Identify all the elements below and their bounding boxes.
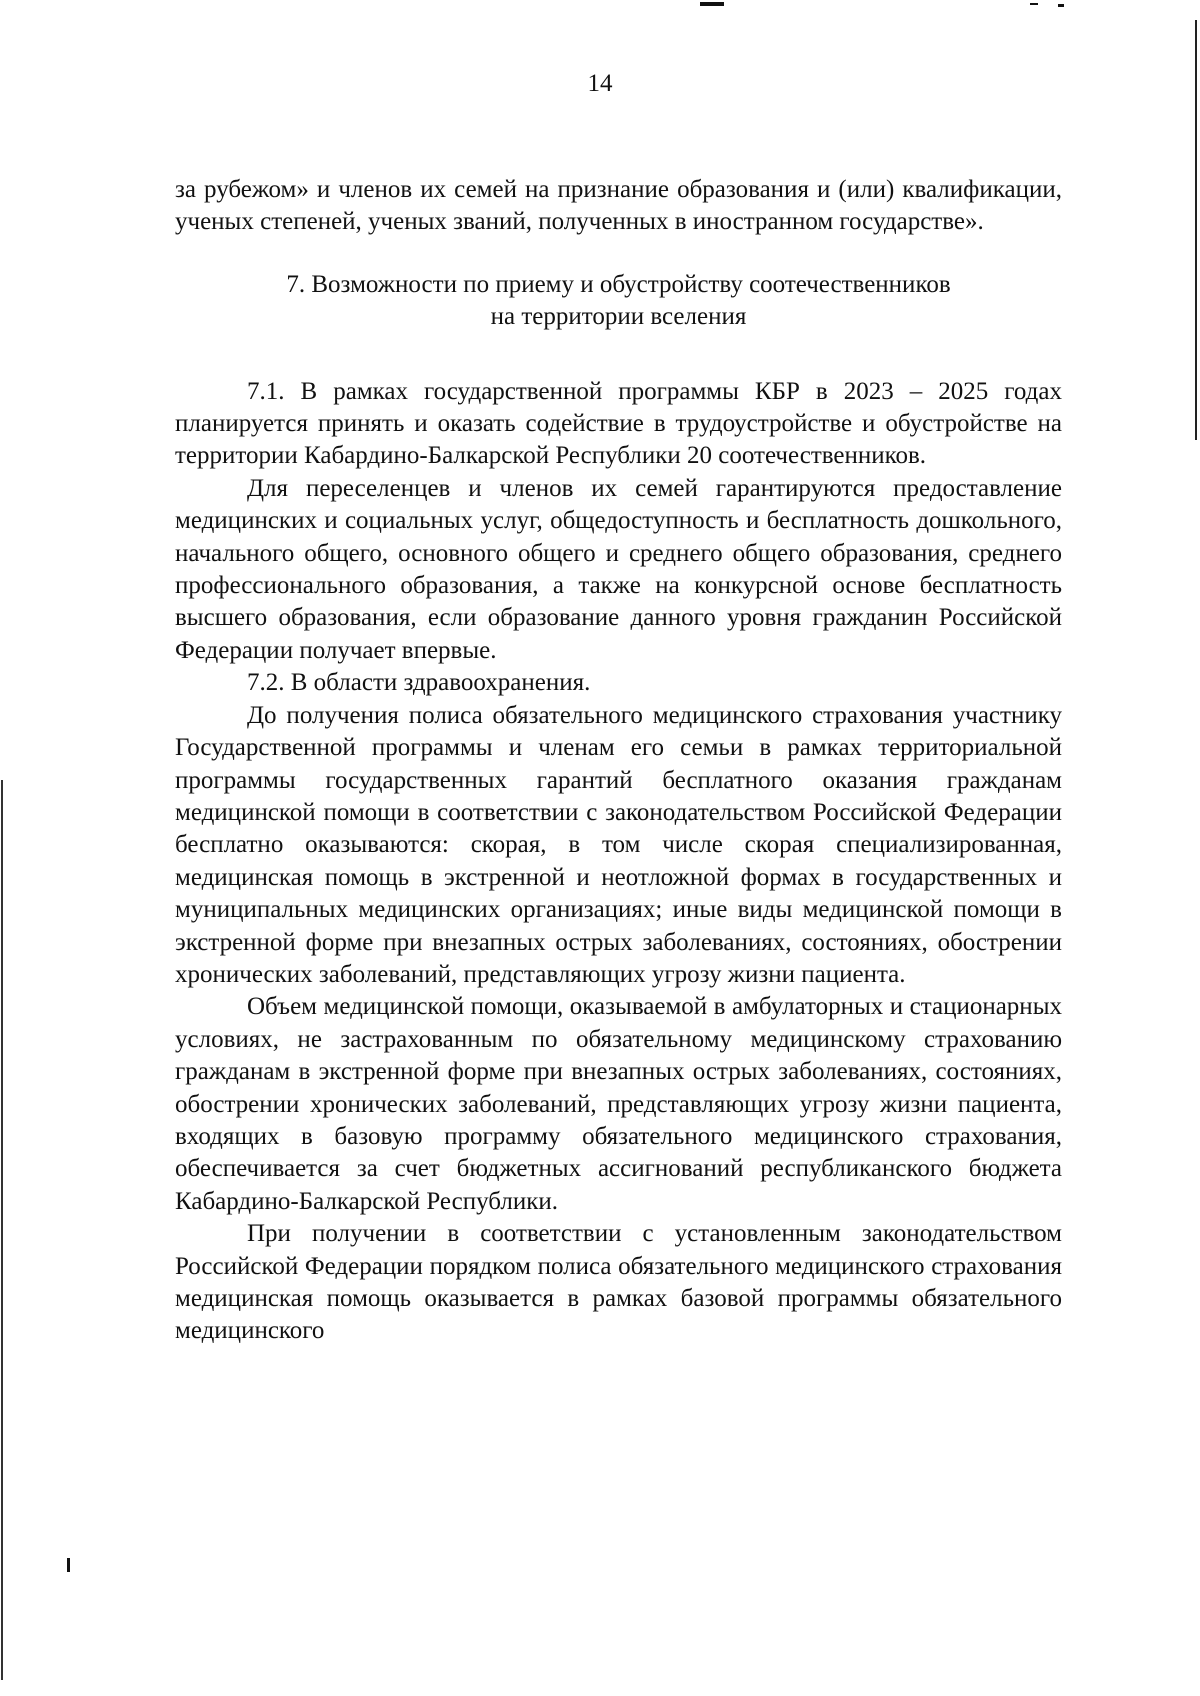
paragraph-7-1: 7.1. В рамках государственной программы КБР в 2023 – 2025 годах планируется принять и оказать содействие в трудоустройстве и обустройстве на территории Кабардино-Балкарской Республики 20 соотечественников. [175,377,1062,470]
scan-edge-line [1,780,3,1680]
scan-artifact [700,2,724,6]
scan-artifact [1030,3,1038,5]
continuation-paragraph: за рубежом» и членов их семей на признание образования и (или) квалификации, ученых степеней, ученых званий, полученных в иностранном государстве». [175,176,1062,236]
section-heading-line: 7. Возможности по приему и обустройству соотечественников [286,270,951,298]
paragraph-7-2-title: 7.2. В области здравоохранения. [247,669,591,697]
scan-artifact [1058,4,1064,7]
paragraph-resettlers-guarantees: Для переселенцев и членов их семей гарантируются предоставление медицинских и социальных услуг, общедоступность и бесплатность дошкольного, начального общего, основного общего и среднего общего образования, среднего профессионального образования, а также на конкурсной основе бесплатность высшего образования, если образование данного уровня гражданин Российской Федерации получает впервые. [175,474,1062,664]
paragraph-medical-volume: Объем медицинской помощи, оказываемой в амбулаторных и стационарных условиях, не застрахованным по обязательному медицинскому страхованию гражданам в экстренной форме при внезапных острых заболеваниях, состояниях, обострении хронических заболеваний, представляющих угрозу жизни пациента, входящих в базовую программу обязательного медицинского страхования, обеспечивается за счет бюджетных ассигнований республиканского бюджета Кабардино-Балкарской Республики. [175,993,1062,1215]
section-heading [175,269,1062,334]
section-heading-line: на территории вселения [490,303,747,331]
paragraph-before-policy: До получения полиса обязательного медицинского страхования участнику Государственной программы и членам его семьи в рамках территориальной программы государственных гарантий бесплатного оказания гражданам медицинской помощи в соответствии с законодательством Российской Федерации бесплатно оказываются: скорая, в том числе скорая специализированная, медицинская помощь в экстренной и неотложной формах в государственных и муниципальных медицинских организациях; иные виды медицинской помощи в экстренной форме при внезапных острых заболеваниях, состояниях, обострении хронических заболеваний, представляющих угрозу жизни пациента. [175,701,1062,988]
scan-artifact [67,1558,70,1572]
document-body [175,174,1062,1348]
page-number: 14 [587,70,613,97]
paragraph-after-policy: При получении в соответствии с установленным законодательством Российской Федерации порядком полиса обязательного медицинского страхования медицинская помощь оказывается в рамках базовой программы обязательного медицинского [175,1220,1062,1345]
